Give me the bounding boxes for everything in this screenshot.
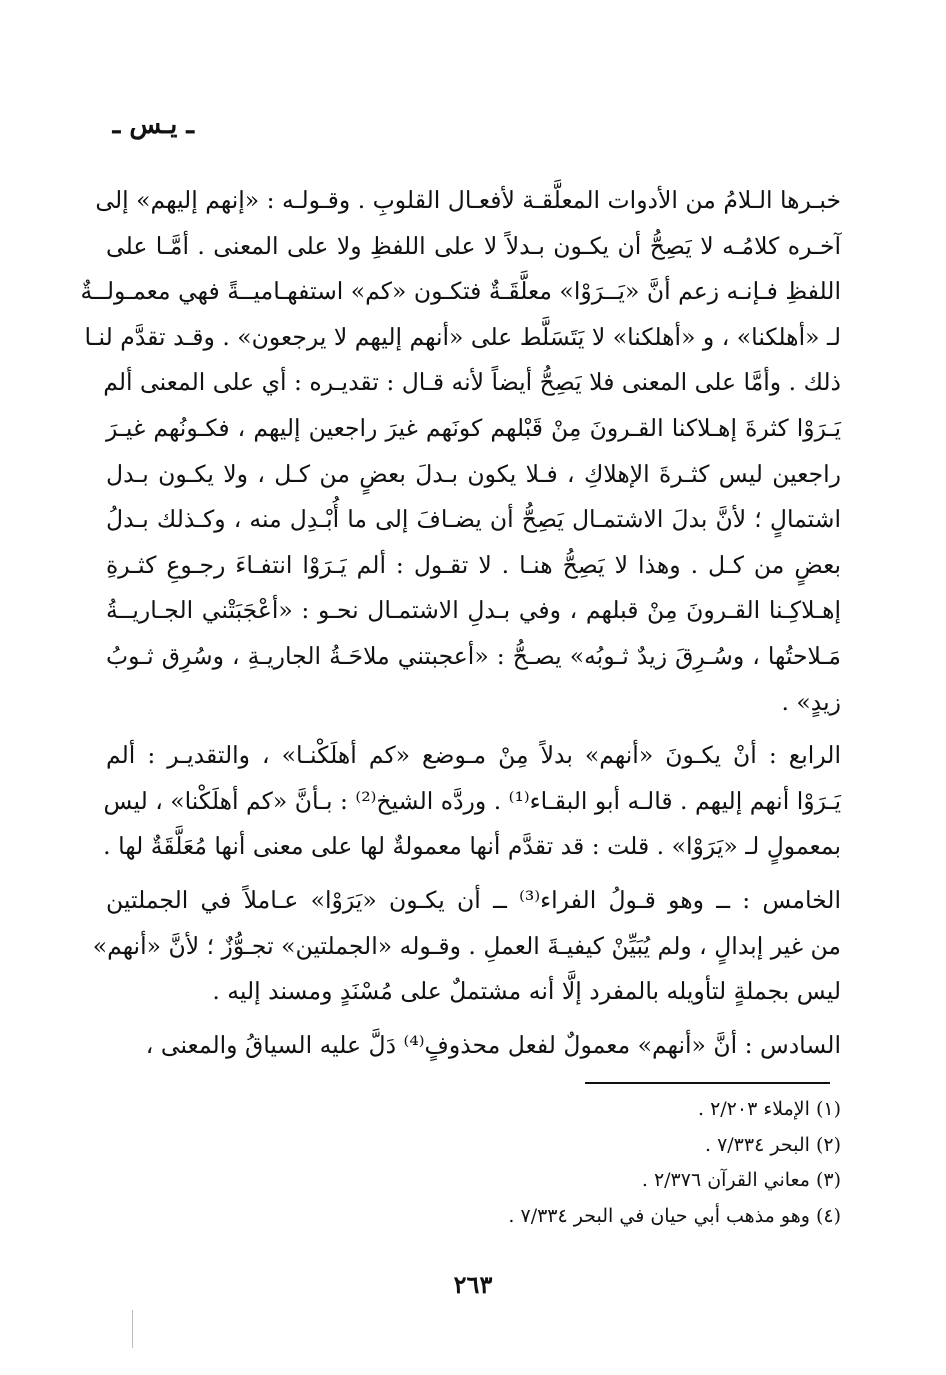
scan-margin-mark bbox=[132, 1310, 133, 1348]
text-line: بمعمولٍ لـ «يَرَوْا» . قلت : قد تقدَّم أنها معمولةٌ لها على معنى أنها مُعَلَّقَةٌ لها . bbox=[103, 832, 841, 861]
paragraph-1 bbox=[80, 178, 841, 725]
text-line: بعضٍ من كـل . وهذا لا يَصِحُّ هنـا . لا تقـول : ألم يَـرَوْا انتفـاءَ رجـوعِ كثـرةِ bbox=[106, 550, 841, 579]
text-line: الخامس : ــ وهو قـولُ الفراء⁽³⁾ ــ أن يكـون «يَرَوْا» عـاملاً في الجملتين bbox=[106, 885, 841, 914]
text-line: من غير إبدالٍ ، ولم يُبَيِّنْ كيفيـةَ العملِ . وقـوله «الجملتين» تجـوُّزٌ ؛ لأنَّ «أنهم» bbox=[92, 931, 841, 960]
paragraph-4 bbox=[106, 1023, 841, 1069]
text-line: ليس بجملةٍ لتأويله بالمفرد إلَّا أنه مشتملٌ على مُسْنَدٍ ومسند إليه . bbox=[212, 977, 841, 1006]
paragraph-2 bbox=[103, 733, 841, 870]
footnote-2: (٢) البحر ٧/٣٣٤ . bbox=[704, 1133, 841, 1156]
footnote-3: (٣) معاني القرآن ٢/٣٧٦ . bbox=[641, 1169, 841, 1191]
text-line: اللفظِ فـإنـه زعم أنَّ «يَــرَوْا» معلَّقَـةٌ فتكـون «كم» استفهـاميــةً فهي معمـولــةٌ bbox=[80, 277, 841, 306]
text-line: السادس : أنَّ «أنهم» معمولٌ لفعل محذوفٍ⁽⁴⁾ دَلَّ عليه السياقُ والمعنى ، bbox=[145, 1030, 841, 1059]
text-line: يَـرَوْا أنهم إليهم . قالـه أبو البقـاء⁽¹⁾ . وردَّه الشيخ⁽²⁾ : بـأنَّ «كم أهلَكْنا» ، ليس bbox=[103, 786, 841, 815]
text-line: راجعين ليس كثـرةَ الإهلاكِ ، فـلا يكون بـدلَ بعضٍ من كـل ، ولا يكـون بـدل bbox=[106, 459, 841, 488]
main-text bbox=[80, 178, 841, 1068]
paragraph-3 bbox=[92, 878, 841, 1015]
footnote-1: (١) الإملاء ٢/٢٠٣ . bbox=[697, 1098, 841, 1120]
footnotes bbox=[341, 1092, 841, 1234]
text-line: خبـرها الـلامُ من الأدوات المعلَّقـة لأفعـال القلوبِ . وقـولـه : «إنهم إليهم» إلى bbox=[95, 186, 841, 214]
page-number: ٢٦٣ bbox=[453, 1270, 493, 1299]
text-line: الرابع : أنْ يكـونَ «أنهم» بدلاً مِنْ مـوضع «كم أهلَكْنـا» ، والتقديـر : ألم bbox=[106, 741, 841, 770]
footnote-divider bbox=[585, 1082, 830, 1084]
running-header: ـ يـس ـ bbox=[112, 110, 194, 140]
text-line: مَـلاحتُها ، وسُـرِقَ زيدٌ ثـوبُه» يصـحُّ : «أعجبتني ملاحَـةُ الجاريـةِ ، وسُرِق ثـوبُ bbox=[106, 641, 841, 670]
text-line: ذلك . وأمَّا على المعنى فلا يَصِحُّ أيضاً لأنه قـال : تقديـره : أي على المعنى ألم bbox=[103, 368, 841, 397]
text-line: يَـرَوْا كثرةَ إهـلاكنا القـرونَ مِنْ قَبْلهم كونَهم غيرَ راجعين إليهم ، فكـونُهم غيـرَ bbox=[106, 413, 841, 442]
footnote-4: (٤) وهو مذهب أبي حيان في البحر ٧/٣٣٤ . bbox=[508, 1204, 841, 1227]
text-line: زيدٍ» . bbox=[781, 687, 841, 716]
text-line: اشتمالٍ ؛ لأنَّ بدلَ الاشتمـال يَصِحُّ أن يضـافَ إلى ما أُبْـدِل منه ، وكـذلك بـدلُ bbox=[106, 505, 841, 534]
text-line: آخـره كلامُـه لا يَصِحُّ أن يكـون بـدلاً لا على اللفظِ ولا على المعنى . أمَّـا على bbox=[106, 231, 841, 260]
text-line: إهـلاكِـنا القـرونَ مِنْ قبلهم ، وفي بـدلِ الاشتمـال نحـو : «أعْجَبَتْني الجـاريــةُ bbox=[106, 596, 841, 625]
text-line: لـ «أهلكنا» ، و «أهلكنا» لا يَتَسَلَّط على «أنهم إليهم لا يرجعون» . وقـد تقدَّم لنـا bbox=[84, 322, 841, 351]
